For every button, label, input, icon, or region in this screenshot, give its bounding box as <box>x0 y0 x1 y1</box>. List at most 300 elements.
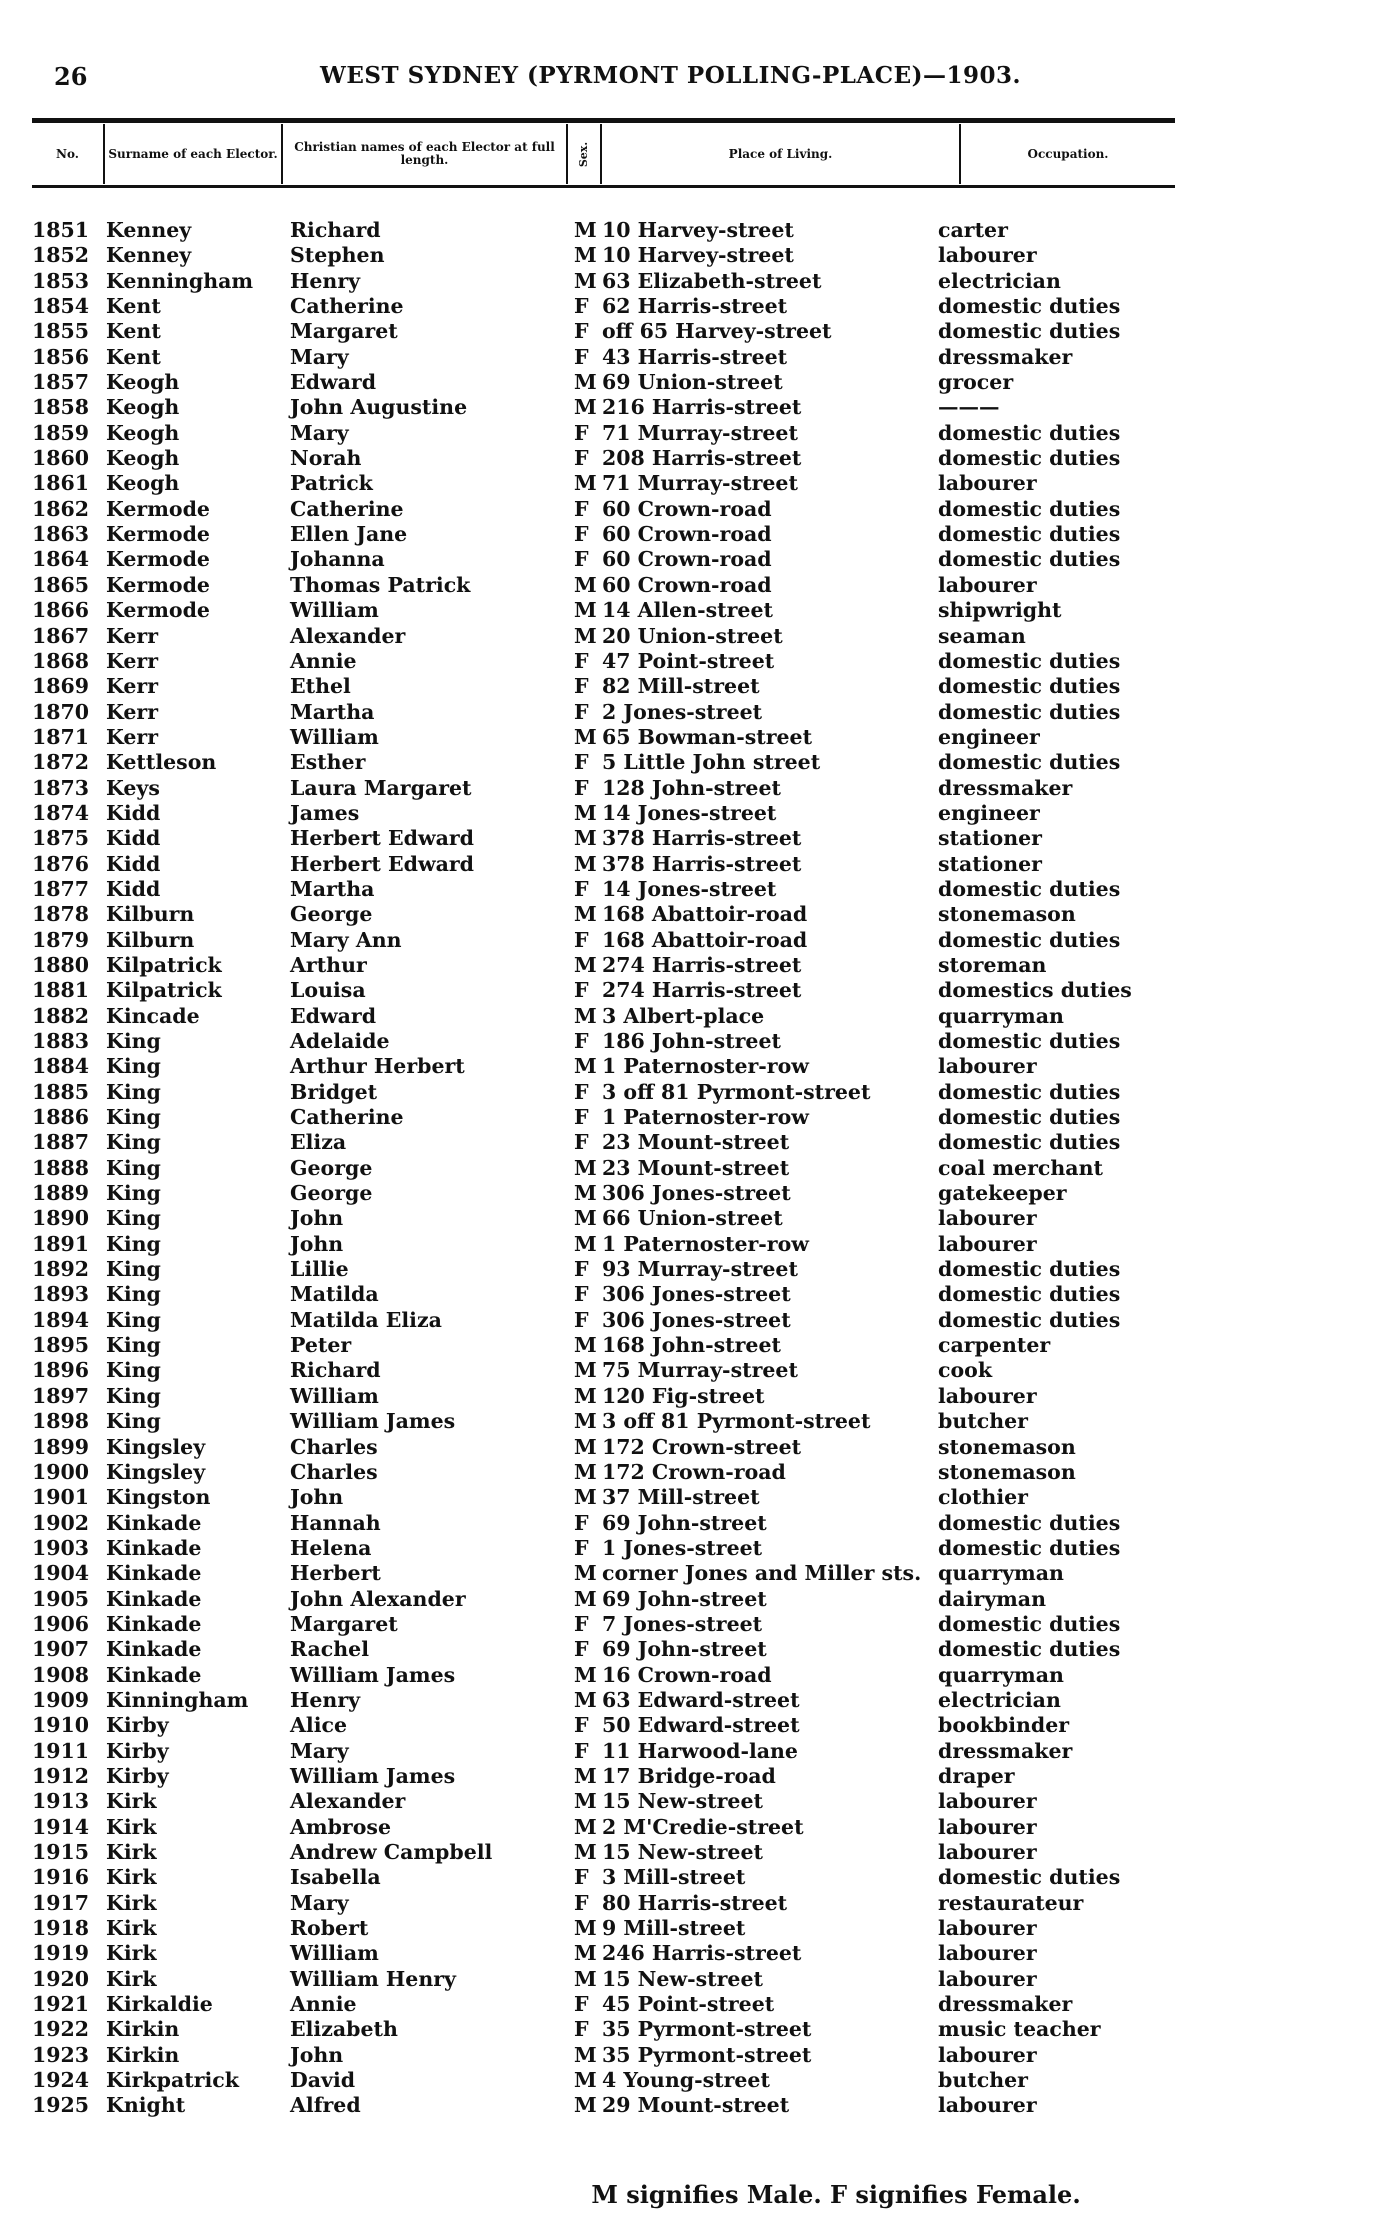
elector-surname: King <box>106 1105 161 1130</box>
elector-sex: F <box>574 927 589 952</box>
elector-occupation: domestic duties <box>938 1865 1121 1890</box>
elector-number: 1904 <box>32 1561 90 1586</box>
elector-number: 1876 <box>32 851 90 876</box>
elector-number: 1921 <box>32 1992 90 2017</box>
elector-sex: M <box>574 1485 597 1510</box>
elector-number: 1917 <box>32 1890 90 1915</box>
elector-christian-names: Johanna <box>290 547 385 572</box>
table-row <box>0 1815 1382 1840</box>
elector-place: 60 Crown-road <box>602 572 772 597</box>
elector-sex: M <box>574 598 597 623</box>
elector-christian-names: Margaret <box>290 319 398 344</box>
elector-occupation: labourer <box>938 1206 1037 1231</box>
elector-place: 69 John-street <box>602 1510 767 1535</box>
elector-place: 172 Crown-street <box>602 1434 802 1459</box>
elector-place: 1 Paternoster-row <box>602 1105 809 1130</box>
elector-occupation: domestic duties <box>938 674 1121 699</box>
column-header-place: Place of Living. <box>602 124 961 184</box>
elector-number: 1878 <box>32 902 90 927</box>
elector-sex: M <box>574 1333 597 1358</box>
elector-sex: M <box>574 572 597 597</box>
elector-occupation: gatekeeper <box>938 1181 1067 1206</box>
elector-occupation: labourer <box>938 1966 1037 1991</box>
elector-place: 71 Murray-street <box>602 471 798 496</box>
elector-number: 1861 <box>32 471 90 496</box>
elector-occupation: storeman <box>938 952 1047 977</box>
elector-occupation: quarryman <box>938 1561 1064 1586</box>
elector-place: 14 Allen-street <box>602 598 773 623</box>
elector-sex: F <box>574 420 589 445</box>
elector-surname: Kent <box>106 344 161 369</box>
elector-place: 3 off 81 Pyrmont-street <box>602 1079 871 1104</box>
table-row <box>0 1713 1382 1738</box>
table-row <box>0 776 1382 801</box>
sex-legend-text: M signifies Male. F signifies Female. <box>591 2180 1081 2209</box>
elector-place: corner Jones and Miller sts. <box>602 1561 922 1586</box>
elector-christian-names: Matilda Eliza <box>290 1307 442 1332</box>
elector-christian-names: Martha <box>290 699 375 724</box>
elector-place: 65 Bowman-street <box>602 724 813 749</box>
elector-occupation: domestic duties <box>938 547 1121 572</box>
elector-surname: Kilburn <box>106 927 195 952</box>
elector-occupation: draper <box>938 1763 1015 1788</box>
elector-sex: M <box>574 471 597 496</box>
elector-christian-names: Adelaide <box>290 1029 390 1053</box>
elector-occupation: clothier <box>938 1485 1028 1510</box>
elector-occupation: domestic duties <box>938 496 1121 521</box>
elector-surname: Kenney <box>106 218 192 242</box>
table-row <box>0 1941 1382 1966</box>
elector-occupation: electrician <box>938 268 1061 293</box>
table-row <box>0 1865 1382 1890</box>
elector-occupation: domestic duties <box>938 1307 1121 1332</box>
elector-surname: Kenningham <box>106 268 254 293</box>
elector-occupation: domestic duties <box>938 1637 1121 1662</box>
elector-christian-names: Peter <box>290 1333 352 1358</box>
elector-surname: King <box>106 1383 161 1408</box>
elector-sex: F <box>574 1029 589 1053</box>
elector-number: 1900 <box>32 1459 90 1484</box>
elector-surname: Kinkade <box>106 1510 202 1535</box>
elector-sex: M <box>574 1763 597 1788</box>
elector-christian-names: William James <box>290 1763 456 1788</box>
elector-place: 23 Mount-street <box>602 1130 790 1155</box>
elector-place: 3 Albert-place <box>602 1003 765 1028</box>
elector-place: 306 Jones-street <box>602 1181 791 1206</box>
elector-surname: Keogh <box>106 446 180 471</box>
elector-surname: Kirkin <box>106 2017 180 2042</box>
elector-christian-names: John <box>290 1485 344 1510</box>
elector-occupation: labourer <box>938 2042 1037 2067</box>
elector-sex: F <box>574 344 589 369</box>
elector-sex: F <box>574 674 589 699</box>
elector-occupation: domestic duties <box>938 1079 1121 1104</box>
elector-sex: M <box>574 902 597 927</box>
elector-number: 1894 <box>32 1307 90 1332</box>
elector-place: 16 Crown-road <box>602 1662 772 1687</box>
elector-occupation: dressmaker <box>938 775 1073 800</box>
table-row <box>0 674 1382 699</box>
elector-christian-names: Matilda <box>290 1282 379 1307</box>
elector-place: 47 Point-street <box>602 648 775 673</box>
elector-occupation: domestic duties <box>938 1257 1121 1282</box>
elector-occupation: coal merchant <box>938 1155 1103 1180</box>
elector-surname: Kermode <box>106 522 210 547</box>
elector-sex: M <box>574 724 597 749</box>
elector-number: 1913 <box>32 1789 90 1814</box>
elector-number: 1898 <box>32 1409 90 1434</box>
elector-surname: Kinningham <box>106 1687 249 1712</box>
elector-christian-names: Helena <box>290 1535 372 1560</box>
table-row <box>0 1637 1382 1662</box>
elector-sex: M <box>574 1687 597 1712</box>
elector-sex: F <box>574 699 589 724</box>
elector-sex: M <box>574 1561 597 1586</box>
elector-surname: Kirby <box>106 1738 169 1763</box>
elector-number: 1858 <box>32 395 90 420</box>
elector-number: 1919 <box>32 1941 90 1966</box>
elector-christian-names: Margaret <box>290 1611 398 1636</box>
table-row <box>0 1511 1382 1536</box>
elector-surname: Kirk <box>106 1789 157 1814</box>
elector-place: 3 off 81 Pyrmont-street <box>602 1409 871 1434</box>
elector-surname: Kirk <box>106 1840 157 1864</box>
elector-number: 1869 <box>32 674 90 699</box>
elector-christian-names: William James <box>290 1662 456 1687</box>
elector-number: 1873 <box>32 775 90 800</box>
elector-sex: F <box>574 750 589 775</box>
elector-occupation: domestic duties <box>938 699 1121 724</box>
elector-number: 1854 <box>32 294 90 319</box>
elector-number: 1870 <box>32 699 90 724</box>
elector-place: 3 Mill-street <box>602 1865 746 1890</box>
elector-place: 62 Harris-street <box>602 294 788 319</box>
table-row <box>0 1612 1382 1637</box>
elector-sex: F <box>574 1637 589 1662</box>
elector-surname: Kilpatrick <box>106 978 222 1003</box>
elector-place: 1 Paternoster-row <box>602 1231 809 1256</box>
table-row <box>0 978 1382 1003</box>
elector-number: 1864 <box>32 547 90 572</box>
elector-christian-names: Henry <box>290 1687 361 1712</box>
elector-surname: Kirk <box>106 1814 157 1839</box>
elector-place: 60 Crown-road <box>602 522 772 547</box>
elector-sex: F <box>574 648 589 673</box>
elector-occupation: domestic duties <box>938 1510 1121 1535</box>
elector-surname: Kingsley <box>106 1434 206 1459</box>
elector-christian-names: Catherine <box>290 294 404 319</box>
elector-occupation: labourer <box>938 243 1037 268</box>
elector-christian-names: Mary <box>290 1890 349 1915</box>
elector-surname: Kirkpatrick <box>106 2068 239 2093</box>
elector-surname: King <box>106 1029 161 1053</box>
elector-christian-names: John <box>290 2042 344 2067</box>
elector-christian-names: Alice <box>290 1713 348 1738</box>
table-row <box>0 497 1382 522</box>
elector-surname: Kent <box>106 294 161 319</box>
elector-christian-names: John <box>290 1231 344 1256</box>
elector-sex: M <box>574 1383 597 1408</box>
elector-christian-names: Bridget <box>290 1079 378 1104</box>
elector-number: 1866 <box>32 598 90 623</box>
elector-place: 186 John-street <box>602 1029 781 1053</box>
elector-surname: Kidd <box>106 851 161 876</box>
column-header-occupation: Occupation. <box>1027 146 1109 161</box>
table-row <box>0 624 1382 649</box>
table-row <box>0 1308 1382 1333</box>
elector-number: 1924 <box>32 2068 90 2093</box>
table-row <box>0 471 1382 496</box>
sex-legend <box>0 2180 1382 2209</box>
table-row <box>0 1460 1382 1485</box>
elector-sex: M <box>574 370 597 395</box>
elector-surname: King <box>106 1054 161 1079</box>
elector-christian-names: Charles <box>290 1434 378 1459</box>
elector-place: 7 Jones-street <box>602 1611 763 1636</box>
elector-surname: Keys <box>106 775 160 800</box>
table-row <box>0 395 1382 420</box>
elector-number: 1884 <box>32 1054 90 1079</box>
elector-surname: Kerr <box>106 623 159 648</box>
elector-number: 1908 <box>32 1662 90 1687</box>
elector-number: 1865 <box>32 572 90 597</box>
elector-number: 1882 <box>32 1003 90 1028</box>
elector-surname: Kilburn <box>106 902 195 927</box>
elector-place: 4 Young-street <box>602 2068 770 2093</box>
table-row <box>0 1992 1382 2017</box>
elector-surname: Kidd <box>106 876 161 901</box>
elector-place: 172 Crown-road <box>602 1459 786 1484</box>
elector-christian-names: Elizabeth <box>290 2017 398 2042</box>
elector-occupation: music teacher <box>938 2017 1101 2042</box>
table-row <box>0 1130 1382 1155</box>
elector-number: 1912 <box>32 1763 90 1788</box>
elector-place: 168 John-street <box>602 1333 781 1358</box>
elector-place: 2 M'Credie-street <box>602 1814 804 1839</box>
elector-occupation: domestic duties <box>938 876 1121 901</box>
elector-number: 1862 <box>32 496 90 521</box>
elector-christian-names: Mary <box>290 344 349 369</box>
elector-occupation: quarryman <box>938 1662 1064 1687</box>
column-header-surname: Surname of each Elector. <box>105 124 283 184</box>
table-row <box>0 1206 1382 1231</box>
elector-occupation: seaman <box>938 623 1026 648</box>
elector-christian-names: Isabella <box>290 1865 381 1890</box>
elector-sex: F <box>574 446 589 471</box>
elector-number: 1889 <box>32 1181 90 1206</box>
elector-surname: Knight <box>106 2093 186 2118</box>
elector-christian-names: Ambrose <box>290 1814 391 1839</box>
elector-surname: Keogh <box>106 395 180 420</box>
table-row <box>0 319 1382 344</box>
table-row <box>0 801 1382 826</box>
elector-number: 1857 <box>32 370 90 395</box>
table-row <box>0 1080 1382 1105</box>
elector-christian-names: Richard <box>290 218 381 242</box>
elector-surname: Kermode <box>106 572 210 597</box>
elector-number: 1923 <box>32 2042 90 2067</box>
elector-number: 1886 <box>32 1105 90 1130</box>
elector-number: 1911 <box>32 1738 90 1763</box>
elector-surname: Kirk <box>106 1916 157 1941</box>
elector-place: 93 Murray-street <box>602 1257 798 1282</box>
elector-sex: F <box>574 1713 589 1738</box>
elector-place: 14 Jones-street <box>602 876 777 901</box>
elector-christian-names: William Henry <box>290 1966 456 1991</box>
elector-sex: F <box>574 1079 589 1104</box>
elector-number: 1885 <box>32 1079 90 1104</box>
elector-sex: F <box>574 876 589 901</box>
elector-place: 274 Harris-street <box>602 978 802 1003</box>
elector-occupation: domestic duties <box>938 294 1121 319</box>
elector-number: 1887 <box>32 1130 90 1155</box>
elector-occupation: dressmaker <box>938 1992 1073 2017</box>
elector-place: 80 Harris-street <box>602 1890 788 1915</box>
elector-number: 1879 <box>32 927 90 952</box>
elector-surname: Kerr <box>106 648 159 673</box>
elector-number: 1863 <box>32 522 90 547</box>
elector-christian-names: George <box>290 1155 373 1180</box>
elector-surname: Kinkade <box>106 1535 202 1560</box>
elector-christian-names: Herbert Edward <box>290 851 475 876</box>
elector-place: 208 Harris-street <box>602 446 802 471</box>
elector-occupation: labourer <box>938 2093 1037 2118</box>
elector-place: 15 New-street <box>602 1840 763 1864</box>
elector-place: 66 Union-street <box>602 1206 783 1231</box>
table-row <box>0 2068 1382 2093</box>
elector-place: 2 Jones-street <box>602 699 763 724</box>
elector-place: 75 Murray-street <box>602 1358 798 1383</box>
elector-sex: F <box>574 522 589 547</box>
elector-sex: F <box>574 775 589 800</box>
elector-occupation: bookbinder <box>938 1713 1070 1738</box>
elector-surname: Kirk <box>106 1890 157 1915</box>
elector-number: 1905 <box>32 1586 90 1611</box>
elector-sex: M <box>574 1840 597 1864</box>
elector-christian-names: Annie <box>290 648 357 673</box>
elector-christian-names: Stephen <box>290 243 385 268</box>
elector-place: 60 Crown-road <box>602 547 772 572</box>
elector-christian-names: Richard <box>290 1358 381 1383</box>
elector-occupation: carpenter <box>938 1333 1051 1358</box>
elector-number: 1859 <box>32 420 90 445</box>
elector-place: 60 Crown-road <box>602 496 772 521</box>
elector-occupation: labourer <box>938 1054 1037 1079</box>
table-row <box>0 953 1382 978</box>
elector-sex: F <box>574 1992 589 2017</box>
page-title: WEST SYDNEY (PYRMONT POLLING-PLACE)—1903. <box>320 62 1022 89</box>
elector-christian-names: Hannah <box>290 1510 381 1535</box>
elector-occupation: grocer <box>938 370 1014 395</box>
elector-place: 17 Bridge-road <box>602 1763 776 1788</box>
elector-occupation: labourer <box>938 1814 1037 1839</box>
elector-place: 37 Mill-street <box>602 1485 760 1510</box>
table-row <box>0 1840 1382 1865</box>
elector-surname: Kerr <box>106 724 159 749</box>
elector-christian-names: Laura Margaret <box>290 775 472 800</box>
table-row <box>0 1891 1382 1916</box>
table-row <box>0 1054 1382 1079</box>
header-rule-top <box>32 118 1175 123</box>
elector-christian-names: Norah <box>290 446 362 471</box>
elector-christian-names: Arthur Herbert <box>290 1054 465 1079</box>
elector-occupation: domestic duties <box>938 319 1121 344</box>
elector-occupation: labourer <box>938 572 1037 597</box>
table-row <box>0 1156 1382 1181</box>
elector-number: 1915 <box>32 1840 90 1864</box>
table-row <box>0 1789 1382 1814</box>
elector-number: 1914 <box>32 1814 90 1839</box>
elector-christian-names: Patrick <box>290 471 373 496</box>
elector-surname: Kilpatrick <box>106 952 222 977</box>
elector-christian-names: Louisa <box>290 978 366 1003</box>
elector-occupation: stonemason <box>938 902 1076 927</box>
elector-number: 1895 <box>32 1333 90 1358</box>
elector-occupation: domestic duties <box>938 1105 1121 1130</box>
elector-sex: F <box>574 2017 589 2042</box>
column-header-sex <box>568 124 602 184</box>
elector-occupation: stonemason <box>938 1434 1076 1459</box>
table-row <box>0 877 1382 902</box>
elector-christian-names: Esther <box>290 750 366 775</box>
table-row <box>0 547 1382 572</box>
electors-list <box>0 218 1382 2119</box>
elector-christian-names: William <box>290 598 379 623</box>
elector-number: 1892 <box>32 1257 90 1282</box>
elector-sex: F <box>574 1257 589 1282</box>
elector-place: 274 Harris-street <box>602 952 802 977</box>
elector-place: 120 Fig-street <box>602 1383 765 1408</box>
elector-occupation: labourer <box>938 1789 1037 1814</box>
elector-surname: Kirby <box>106 1763 169 1788</box>
elector-number: 1893 <box>32 1282 90 1307</box>
elector-sex: F <box>574 1130 589 1155</box>
elector-occupation: dairyman <box>938 1586 1046 1611</box>
elector-place: 168 Abattoir-road <box>602 902 808 927</box>
elector-occupation: ——— <box>938 395 1000 420</box>
elector-occupation: butcher <box>938 1409 1028 1434</box>
elector-place: 378 Harris-street <box>602 851 802 876</box>
table-row <box>0 269 1382 294</box>
elector-sex: F <box>574 1738 589 1763</box>
elector-sex: M <box>574 1586 597 1611</box>
elector-sex: M <box>574 623 597 648</box>
elector-number: 1877 <box>32 876 90 901</box>
elector-christian-names: John Alexander <box>290 1586 466 1611</box>
elector-christian-names: Alexander <box>290 623 406 648</box>
elector-christian-names: George <box>290 902 373 927</box>
elector-surname: Kermode <box>106 598 210 623</box>
elector-occupation: domestic duties <box>938 1029 1121 1053</box>
table-row <box>0 1688 1382 1713</box>
elector-sex: M <box>574 1459 597 1484</box>
table-row <box>0 2093 1382 2118</box>
elector-surname: King <box>106 1181 161 1206</box>
elector-surname: Kincade <box>106 1003 200 1028</box>
table-row <box>0 928 1382 953</box>
elector-christian-names: Robert <box>290 1916 369 1941</box>
elector-surname: Keogh <box>106 471 180 496</box>
elector-occupation: stonemason <box>938 1459 1076 1484</box>
elector-sex: M <box>574 1941 597 1966</box>
table-row <box>0 1257 1382 1282</box>
elector-sex: M <box>574 826 597 851</box>
elector-number: 1903 <box>32 1535 90 1560</box>
elector-christian-names: Rachel <box>290 1637 370 1662</box>
table-row <box>0 1004 1382 1029</box>
elector-sex: F <box>574 1510 589 1535</box>
elector-surname: Kettleson <box>106 750 217 775</box>
